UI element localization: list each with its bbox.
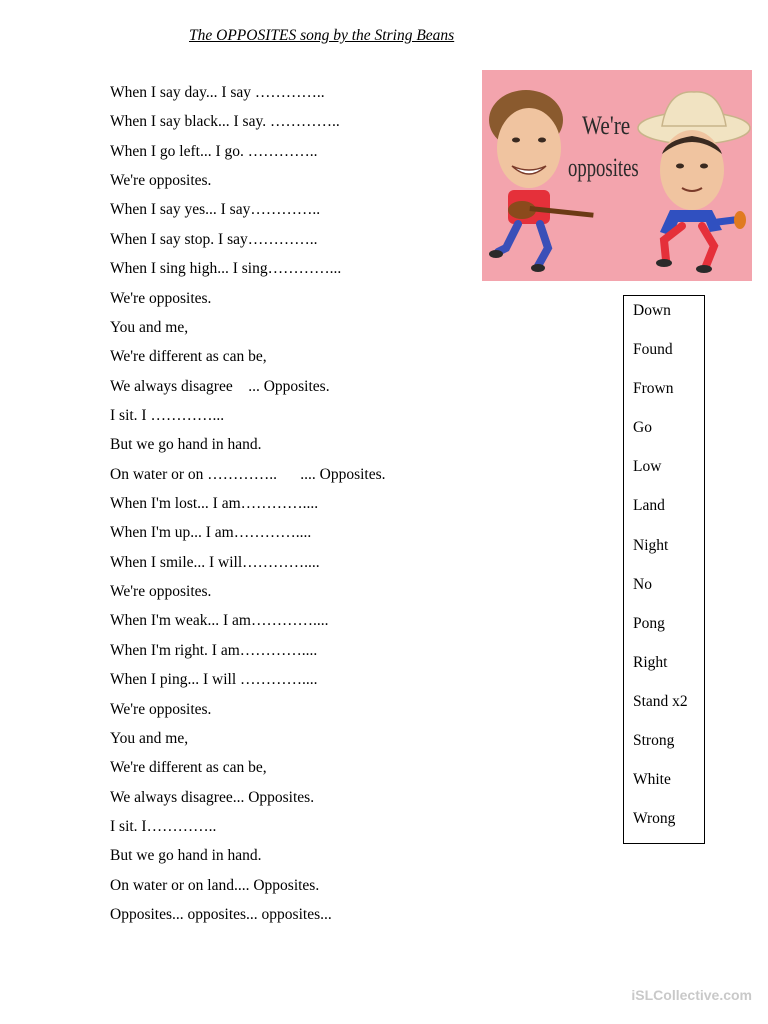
watermark-logo: iSLCollective.com	[631, 987, 752, 1003]
word-bank-item: Right	[633, 653, 668, 671]
lyric-line: We're opposites.	[110, 172, 212, 190]
word-bank-box	[623, 295, 705, 844]
word-bank-item: Stand x2	[633, 692, 688, 710]
word-bank-item: Go	[633, 419, 652, 437]
lyric-line: When I say black... I say. …………..	[110, 113, 340, 131]
word-bank-item: Down	[633, 302, 671, 319]
lyric-line: But we go hand in hand.	[110, 847, 262, 865]
lyric-line: When I say day... I say …………..	[110, 84, 325, 101]
worksheet-title: The OPPOSITES song by the String Beans	[189, 27, 455, 44]
lyric-line: When I say yes... I say…………..	[110, 201, 321, 219]
picture-caption-line1: We're	[582, 112, 631, 141]
lyric-line: When I smile... I will…………....	[110, 553, 320, 571]
word-bank-item: Strong	[633, 732, 675, 750]
lyric-line: When I say stop. I say…………..	[110, 230, 318, 248]
lyric-line: When I ping... I will …………....	[110, 671, 318, 689]
lyric-line: We're different as can be,	[110, 348, 267, 366]
opposites-illustration	[482, 70, 752, 281]
lyric-line: You and me,	[110, 729, 189, 747]
lyric-line: We're opposites.	[110, 700, 212, 718]
lyric-line: When I go left... I go. …………..	[110, 142, 318, 160]
word-bank-list	[633, 301, 688, 848]
lyric-line: You and me,	[110, 318, 189, 336]
lyrics-list	[110, 81, 386, 932]
lyric-line: We're different as can be,	[110, 759, 267, 777]
lyric-line: On water or on ………….. .... Opposites.	[110, 465, 386, 483]
word-bank-item: Low	[633, 458, 662, 476]
word-bank-item: Night	[633, 536, 669, 554]
word-bank-item: Frown	[633, 380, 674, 398]
lyric-line: When I'm right. I am…………....	[110, 641, 318, 659]
lyric-line: On water or on land.... Opposites.	[110, 876, 320, 894]
word-bank-item: Pong	[633, 614, 665, 632]
lyric-line: I sit. I…………..	[110, 817, 217, 835]
word-bank-item: No	[633, 575, 652, 593]
picture-caption-line2: opposites	[568, 153, 639, 182]
word-bank-item: Found	[633, 341, 673, 359]
lyric-line: I sit. I …………...	[110, 406, 225, 424]
lyric-line: When I sing high... I sing…………...	[110, 260, 342, 278]
lyric-line: We always disagree... Opposites.	[110, 788, 315, 806]
lyric-line: When I'm up... I am…………....	[110, 524, 312, 542]
lyric-line: When I'm lost... I am…………....	[110, 495, 319, 513]
lyric-line: Opposites... opposites... opposites...	[110, 906, 332, 924]
lyric-line: We're opposites.	[110, 583, 212, 601]
word-bank-item: Land	[633, 497, 665, 515]
word-bank-item: White	[633, 771, 671, 789]
lyric-line: But we go hand in hand.	[110, 436, 262, 454]
lyric-line: We always disagree ... Opposites.	[110, 377, 330, 395]
lyric-line: We're opposites.	[110, 289, 212, 307]
word-bank-item: Wrong	[633, 810, 676, 828]
lyric-line: When I'm weak... I am…………....	[110, 612, 329, 630]
